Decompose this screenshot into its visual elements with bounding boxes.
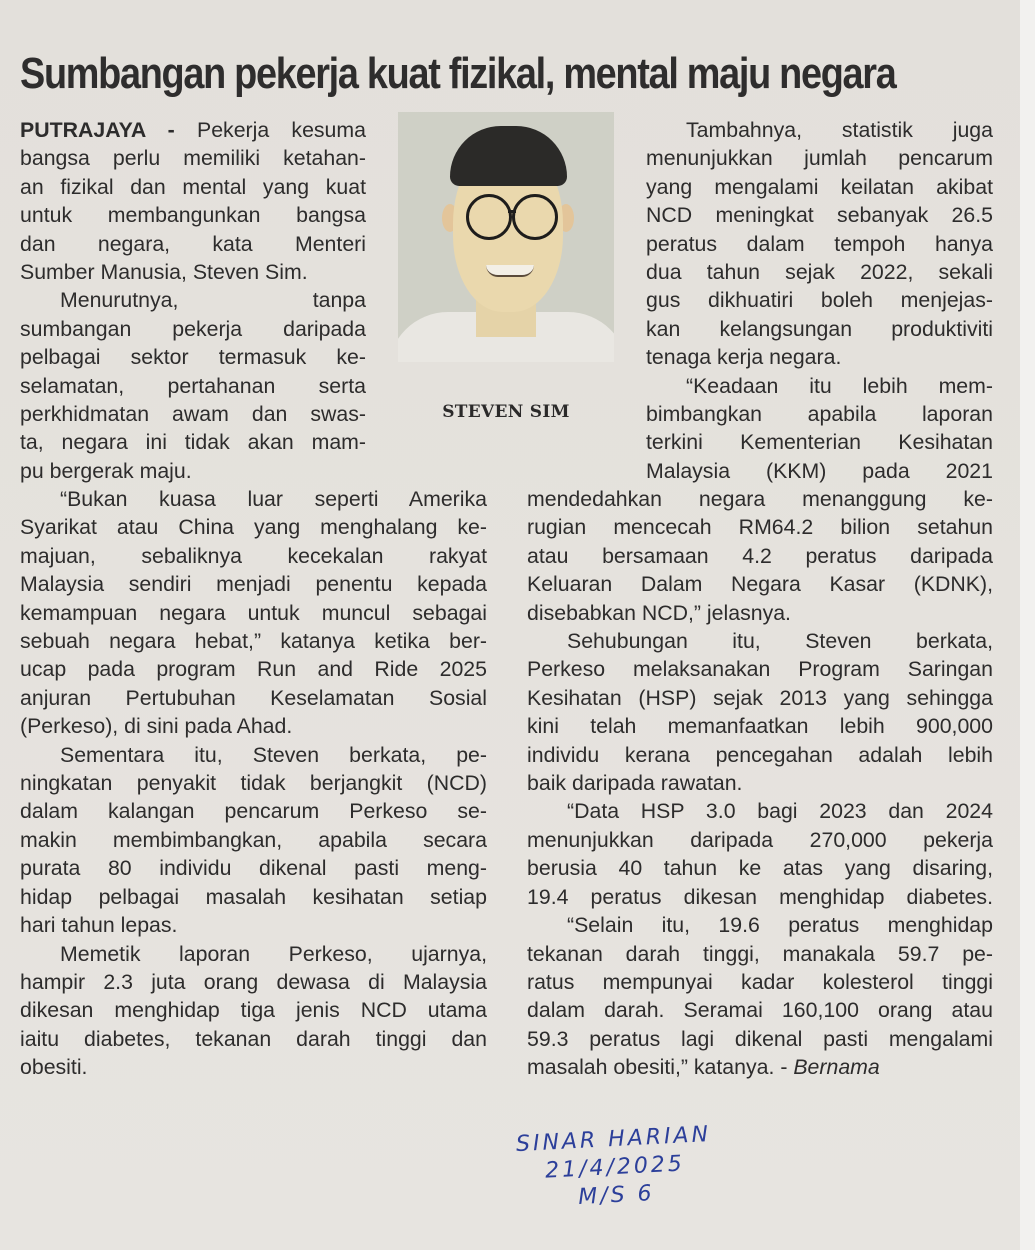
text-line: tenaga kerja negara. xyxy=(646,345,842,370)
text-line: Keluaran Dalam Negara Kasar (KDNK), xyxy=(527,572,993,597)
text-line: Syarikat atau China yang menghalang ke- xyxy=(20,515,487,540)
text-line: atau bersamaan 4.2 peratus daripada xyxy=(527,543,993,568)
text-line: untuk membangunkan bangsa xyxy=(20,203,366,228)
text-line: “Selain itu, 19.6 peratus menghidap xyxy=(567,913,993,938)
text-line: selamatan, pertahanan serta xyxy=(20,373,366,398)
text-line: tekanan darah tinggi, manakala 59.7 pe- xyxy=(527,941,993,966)
text-line: ucap pada program Run and Ride 2025 xyxy=(20,657,487,682)
text-line: dalam darah. Seramai 160,100 orang atau xyxy=(527,998,993,1023)
text-line: Menurutnya, tanpa xyxy=(60,288,366,313)
handwritten-note xyxy=(488,1120,742,1217)
text-line: ningkatan penyakit tidak berjangkit (NCD) xyxy=(20,771,487,796)
text-line: mendedahkan negara menanggung ke- xyxy=(527,487,993,511)
glasses-lens-icon xyxy=(466,194,512,240)
column-wide-right xyxy=(527,485,993,1082)
text-line: an fizikal dan mental yang kuat xyxy=(20,174,366,199)
text-line: baik daripada rawatan. xyxy=(527,771,743,796)
text-line: Perkeso melaksanakan Program Saringan xyxy=(527,657,993,682)
text-line: 59.3 peratus lagi dikenal pasti mengalami xyxy=(527,1026,993,1051)
column-left xyxy=(20,116,366,485)
note-date: 21/4/2025 xyxy=(544,1151,686,1184)
headline: Sumbangan pekerja kuat fizikal, mental maju negara xyxy=(20,49,896,99)
text-line: purata 80 individu dikenal pasti meng- xyxy=(20,856,487,881)
text-line: peratus dalam tempoh hanya xyxy=(646,231,993,256)
text-line: Sehubungan itu, Steven berkata, xyxy=(567,629,993,654)
text-line: “Bukan kuasa luar seperti Amerika xyxy=(60,487,487,511)
text-line: kan kelangsungan produktiviti xyxy=(646,316,993,341)
text-line: ratus mempunyai kadar kolesterol tinggi xyxy=(527,969,993,994)
text-line: perkhidmatan awam dan swas- xyxy=(20,402,366,427)
text-line: dalam kalangan pencarum Perkeso se- xyxy=(20,799,487,824)
column-right xyxy=(646,116,993,485)
text-line: terkini Kementerian Kesihatan xyxy=(646,430,993,455)
text-line: Tambahnya, statistik juga xyxy=(686,118,993,142)
text-line: gus dikhuatiri boleh menjejas- xyxy=(646,288,993,313)
text-line: menunjukkan jumlah pencarum xyxy=(646,146,993,171)
text-line: kemampuan negara untuk muncul sebagai xyxy=(20,600,487,625)
text-line: hampir 2.3 juta orang dewasa di Malaysia xyxy=(20,969,487,994)
photo-smile xyxy=(486,265,534,277)
lead-line: PUTRAJAYA - Pekerja kesuma xyxy=(20,118,366,142)
text-line: disebabkan NCD,” jelasnya. xyxy=(527,600,791,625)
text-line: menunjukkan daripada 270,000 pekerja xyxy=(527,827,993,852)
text-line: Malaysia (KKM) pada 2021 xyxy=(646,458,993,483)
text-line: ta, negara ini tidak akan mam- xyxy=(20,430,366,455)
text-line: rugian mencecah RM64.2 bilion setahun xyxy=(527,515,993,540)
glasses-bridge xyxy=(508,210,516,213)
text-line: Memetik laporan Perkeso, ujarnya, xyxy=(60,941,487,966)
byline: Bernama xyxy=(793,1055,880,1080)
text-line: pelbagai sektor termasuk ke- xyxy=(20,345,366,370)
text-line: Sementara itu, Steven berkata, pe- xyxy=(60,742,487,767)
text-line: Kesihatan (HSP) sejak 2013 yang sehingga xyxy=(527,685,993,710)
glasses-lens-icon xyxy=(512,194,558,240)
text-line: bangsa perlu memiliki ketahan- xyxy=(20,146,366,171)
text-line: hidap pelbagai masalah kesihatan setiap xyxy=(20,884,487,909)
text-line: sumbangan pekerja daripada xyxy=(20,316,366,341)
text-line: pu bergerak maju. xyxy=(20,458,192,483)
text-line: bimbangkan apabila laporan xyxy=(646,402,993,427)
text-line: NCD meningkat sebanyak 26.5 xyxy=(646,203,993,228)
text-line: (Perkeso), di sini pada Ahad. xyxy=(20,714,293,739)
note-publication: SINAR HARIAN xyxy=(515,1121,712,1158)
photo-hair xyxy=(450,126,567,186)
text-line: obesiti. xyxy=(20,1055,88,1080)
text-line: Sumber Manusia, Steven Sim. xyxy=(20,260,308,285)
text-line: masalah obesiti,” katanya. - Bernama xyxy=(527,1055,880,1080)
text-line: majuan, sebaliknya kecekalan rakyat xyxy=(20,543,487,568)
column-wide-left xyxy=(20,485,487,1082)
text-line: hari tahun lepas. xyxy=(20,913,178,938)
text-line: makin membimbangkan, apabila secara xyxy=(20,827,487,852)
text-line: “Keadaan itu lebih mem- xyxy=(686,373,993,398)
dateline: PUTRAJAYA - xyxy=(20,118,175,142)
text-line: yang mengalami keilatan akibat xyxy=(646,174,993,199)
text-line: kini telah memanfaatkan lebih 900,000 xyxy=(527,714,993,739)
text-line: 19.4 peratus dikesan menghidap diabetes. xyxy=(527,884,993,909)
text-line: berusia 40 tahun ke atas yang disaring, xyxy=(527,856,993,881)
portrait-photo xyxy=(398,112,614,362)
text-line: iaitu diabetes, tekanan darah tinggi dan xyxy=(20,1026,487,1051)
scan-edge xyxy=(1020,0,1035,1250)
text-line: dua tahun sejak 2022, sekali xyxy=(646,260,993,285)
text-line: individu kerana pencegahan adalah lebih xyxy=(527,742,993,767)
text-line: Malaysia sendiri menjadi penentu kepada xyxy=(20,572,487,597)
text-line: sebuah negara hebat,” katanya ketika ber- xyxy=(20,629,487,654)
photo-caption: STEVEN SIM xyxy=(442,402,570,422)
text-line: dikesan menghidap tiga jenis NCD utama xyxy=(20,998,487,1023)
text-line: dan negara, kata Menteri xyxy=(20,231,366,256)
note-page: M/S 6 xyxy=(577,1180,656,1210)
text-line: anjuran Pertubuhan Keselamatan Sosial xyxy=(20,685,487,710)
text-line: “Data HSP 3.0 bagi 2023 dan 2024 xyxy=(567,799,993,824)
